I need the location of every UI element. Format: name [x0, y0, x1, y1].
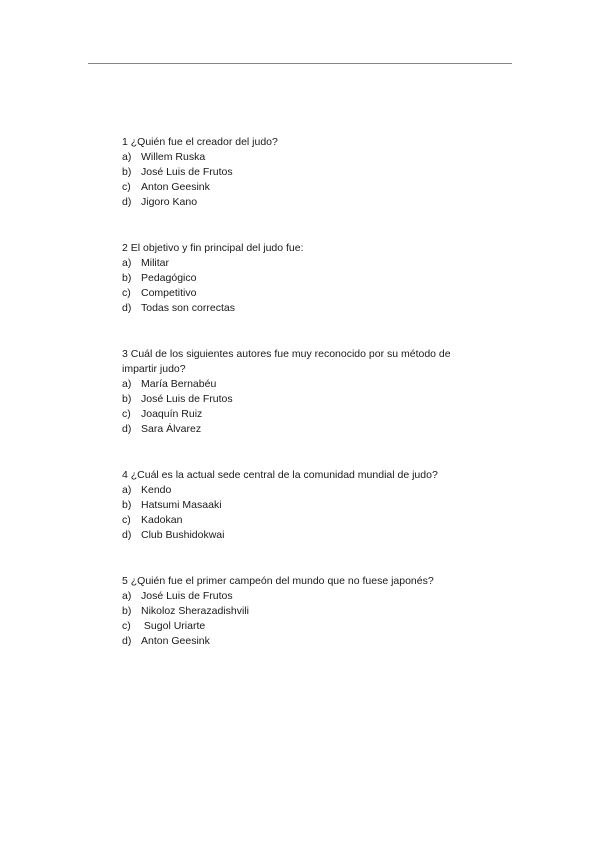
option-text: Joaquín Ruiz — [141, 408, 203, 420]
option-text: Willem Ruska — [141, 151, 206, 163]
question-text: 2 El objetivo y fin principal del judo fue: — [122, 242, 304, 254]
question-3 — [122, 347, 482, 437]
option-list — [122, 377, 482, 437]
question-text: 5 ¿Quién fue el primer campeón del mundo que no fuese japonés? — [122, 575, 434, 587]
option-text: Jigoro Kano — [141, 196, 198, 208]
option-b — [122, 392, 482, 407]
option-text: José Luis de Frutos — [141, 393, 233, 405]
option-c — [122, 286, 482, 301]
option-b — [122, 604, 482, 619]
option-text: José Luis de Frutos — [141, 590, 233, 602]
option-d — [122, 528, 482, 543]
option-c — [122, 407, 482, 422]
option-d — [122, 301, 482, 316]
option-text: Competitivo — [141, 287, 197, 299]
question-5 — [122, 574, 482, 649]
option-letter: a) — [122, 378, 132, 390]
option-a — [122, 256, 482, 271]
option-letter: d) — [122, 423, 132, 435]
option-letter: d) — [122, 196, 132, 208]
option-text: Nikoloz Sherazadishvili — [141, 605, 249, 617]
option-letter: a) — [122, 484, 132, 496]
option-letter: b) — [122, 166, 132, 178]
option-letter: c) — [122, 620, 131, 632]
option-text: Kadokan — [141, 514, 183, 526]
question-2 — [122, 241, 482, 316]
option-c — [122, 619, 482, 634]
option-c — [122, 513, 482, 528]
option-text: Todas son correctas — [141, 302, 235, 314]
option-text: Anton Geesink — [141, 635, 210, 647]
option-a — [122, 483, 482, 498]
option-b — [122, 271, 482, 286]
question-text: 4 ¿Cuál es la actual sede central de la comunidad mundial de judo? — [122, 469, 438, 481]
option-d — [122, 634, 482, 649]
question-4 — [122, 468, 482, 543]
option-letter: b) — [122, 605, 132, 617]
header-rule — [88, 63, 512, 64]
option-letter: b) — [122, 499, 132, 511]
option-text: Anton Geesink — [141, 181, 210, 193]
option-d — [122, 195, 482, 210]
option-letter: d) — [122, 635, 132, 647]
option-text: Sara Álvarez — [141, 423, 202, 435]
option-text: Pedagógico — [141, 272, 197, 284]
option-letter: c) — [122, 181, 131, 193]
option-list — [122, 150, 482, 210]
option-letter: a) — [122, 590, 132, 602]
question-text: 1 ¿Quién fue el creador del judo? — [122, 136, 278, 148]
option-letter: a) — [122, 151, 132, 163]
question-1 — [122, 135, 482, 210]
option-letter: c) — [122, 514, 131, 526]
option-b — [122, 498, 482, 513]
option-d — [122, 422, 482, 437]
option-text: Club Bushidokwai — [141, 529, 225, 541]
option-text: Sugol Uriarte — [141, 620, 206, 632]
option-text: Kendo — [141, 484, 172, 496]
option-letter: d) — [122, 302, 132, 314]
option-text: María Bernabéu — [141, 378, 217, 390]
option-letter: b) — [122, 272, 132, 284]
option-a — [122, 150, 482, 165]
option-letter: b) — [122, 393, 132, 405]
option-list — [122, 483, 482, 543]
question-text: 3 Cuál de los siguientes autores fue muy reconocido por su método de impartir judo? — [122, 348, 451, 375]
option-letter: a) — [122, 257, 132, 269]
option-c — [122, 180, 482, 195]
option-text: Militar — [141, 257, 169, 269]
quiz — [122, 135, 482, 680]
option-letter: c) — [122, 287, 131, 299]
option-a — [122, 589, 482, 604]
option-text: José Luis de Frutos — [141, 166, 233, 178]
option-a — [122, 377, 482, 392]
option-list — [122, 256, 482, 316]
option-letter: c) — [122, 408, 131, 420]
option-letter: d) — [122, 529, 132, 541]
option-list — [122, 589, 482, 649]
option-text: Hatsumi Masaaki — [141, 499, 222, 511]
option-b — [122, 165, 482, 180]
